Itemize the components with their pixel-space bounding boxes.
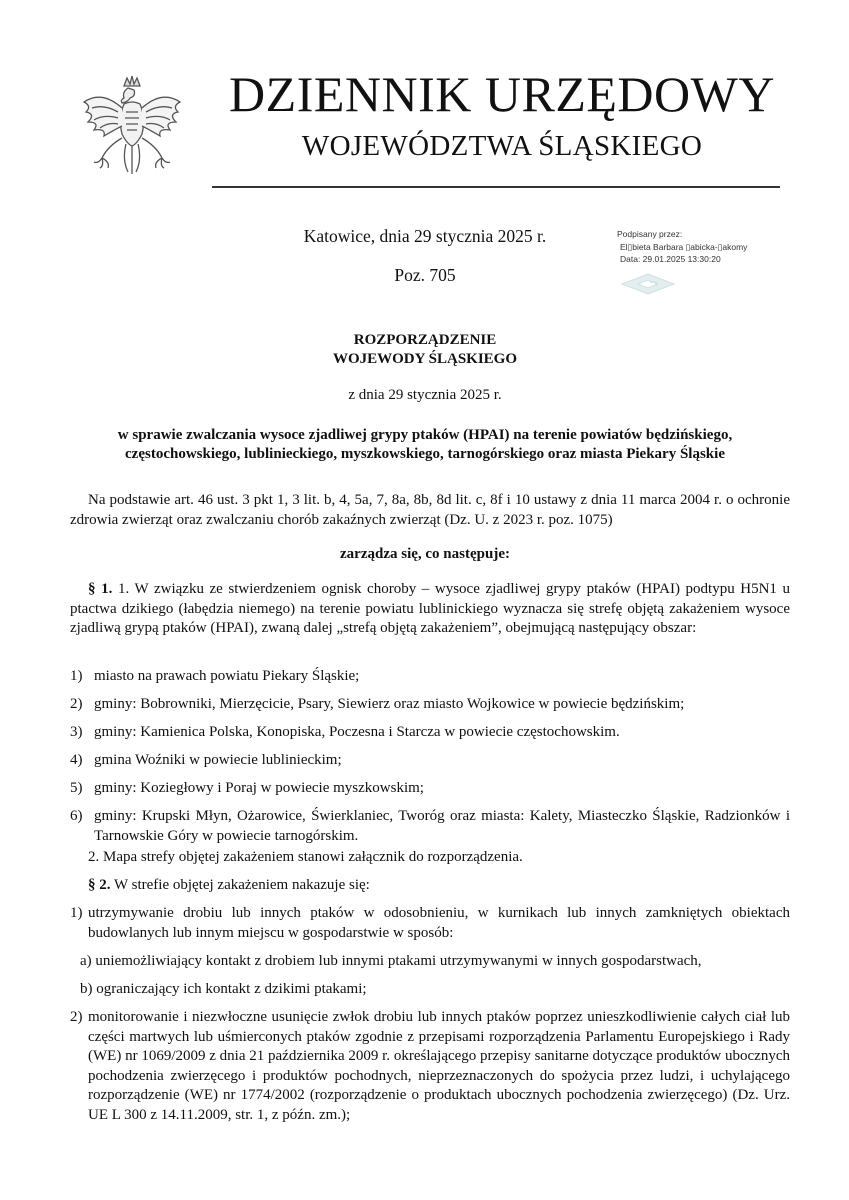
digital-signature-block[interactable] xyxy=(617,228,807,266)
legal-basis: Na podstawie art. 46 ust. 3 pkt 1, 3 lit. b, 4, 5a, 7, 8a, 8b, 8d lit. c, 8f i 10 ustawy z dnia 11 marca 2004 r. o ochronie zdrowia zwierząt oraz zwalczaniu chorób zakaźnych zwierząt (Dz. U. z 2023 r. poz. 1075) xyxy=(70,492,790,528)
journal-subtitle: WOJEWÓDZTWA ŚLĄSKIEGO xyxy=(301,130,703,162)
act-type: ROZPORZĄDZENIE xyxy=(353,332,497,348)
section-1-paragraph-2: 2. Mapa strefy objętej zakażeniem stanowi załącznik do rozporządzenia. xyxy=(88,849,523,865)
list-item: 4) gmina Woźniki w powiecie lublinieckim; xyxy=(70,752,342,768)
journal-title: DZIENNIK URZĘDOWY xyxy=(229,66,775,122)
section-2-intro: § 2. W strefie objętej zakażeniem nakazuje się: xyxy=(88,877,370,893)
list-item: 6) gminy: Krupski Młyn, Ożarowice, Świerklaniec, Tworóg oraz miasta: Kalety, Miasteczko Śląskie, Radzionków i Tarnowskie Góry w powiecie tarnogórskim. xyxy=(70,808,790,844)
act-issuer: WOJEWODY ŚLĄSKIEGO xyxy=(332,351,518,367)
position-number: Poz. 705 xyxy=(394,265,456,285)
act-date: z dnia 29 stycznia 2025 r. xyxy=(348,387,502,403)
list-item: 2) gminy: Bobrowniki, Mierzęcicie, Psary, Siewierz oraz miasto Wojkowice w powiecie będzińskim; xyxy=(70,696,685,712)
list-item: 2) monitorowanie i niezwłoczne usunięcie zwłok drobiu lub innych ptaków poprzez unieszkodliwienie całych ciał lub części martwych lub uśmierconych ptaków zgodnie z przepisami rozporządzenia Parlamentu Europejskiego i Rady (WE) nr 1069/2009 z dnia 21 października 2009 r. określającego przepisy sanitarne dotyczące produktów ubocznych pochodzenia zwierzęcego i produktów pochodnych, nieprzeznaczonych do spożycia przez ludzi, i uchylającego rozporządzenie (WE) nr 1774/2002 (rozporządzenie o produktach ubocznych pochodzenia zwierzęcego) (Dz. Urz. UE L 300 z 14.11.2009, str. 1, z późn. zm.); xyxy=(70,1009,790,1123)
list-item-sub: b) ograniczający ich kontakt z dzikimi ptakami; xyxy=(80,981,367,997)
act-subject-line-1: w sprawie zwalczania wysoce zjadliwej grypy ptaków (HPAI) na terenie powiatów będzińskiego, xyxy=(117,427,733,443)
section-1-paragraph-1 xyxy=(70,580,790,639)
list-item: 3) gminy: Kamienica Polska, Konopiska, Poczesna i Starcza w powiecie częstochowskim. xyxy=(70,724,620,740)
section-2-label: § 2. xyxy=(88,877,111,893)
list-item: 5) gminy: Koziegłowy i Poraj w powiecie myszkowskim; xyxy=(70,780,424,796)
signature-date: Data: 29.01.2025 13:30:20 xyxy=(620,254,721,264)
signer-name: El▯bieta Barbara ▯abicka-▯akomy xyxy=(620,241,748,252)
signature-label: Podpisany przez: xyxy=(617,229,683,239)
list-item: 1) utrzymywanie drobiu lub innych ptaków w odosobnieniu, w kurnikach lub innych zamkniętych obiektach budowlanych lub innym miejscu w gospodarstwie w sposób: xyxy=(70,905,790,941)
header-divider xyxy=(212,186,780,188)
list-item: 1) miasto na prawach powiatu Piekary Śląskie; xyxy=(70,668,360,684)
polish-eagle-emblem-icon xyxy=(72,68,192,188)
ordering-clause: zarządza się, co następuje: xyxy=(340,546,510,562)
signature-validity-icon xyxy=(620,272,700,296)
act-subject-line-2: częstochowskiego, lublinieckiego, myszkowskiego, tarnogórskiego oraz miasta Piekary Śląskie xyxy=(125,446,725,462)
section-1-label: § 1. xyxy=(88,581,113,597)
place-date: Katowice, dnia 29 stycznia 2025 r. xyxy=(303,226,547,246)
section-1-text: 1. W związku ze stwierdzeniem ognisk choroby – wysoce zjadliwej grypy ptaków (HPAI) podtypu H5N1 u ptactwa dzikiego (łabędzia niemego) na terenie powiatu lublinickiego wyznacza się strefę objętą zakażeniem wysoce zjadliwą grypą ptaków (HPAI), zwaną dalej „strefą objętą zakażeniem”, obejmującą następujący obszar: xyxy=(70,581,791,636)
list-item-sub: a) uniemożliwiający kontakt z drobiem lub innymi ptakami utrzymywanymi w innych gospodarstwach, xyxy=(80,953,702,969)
